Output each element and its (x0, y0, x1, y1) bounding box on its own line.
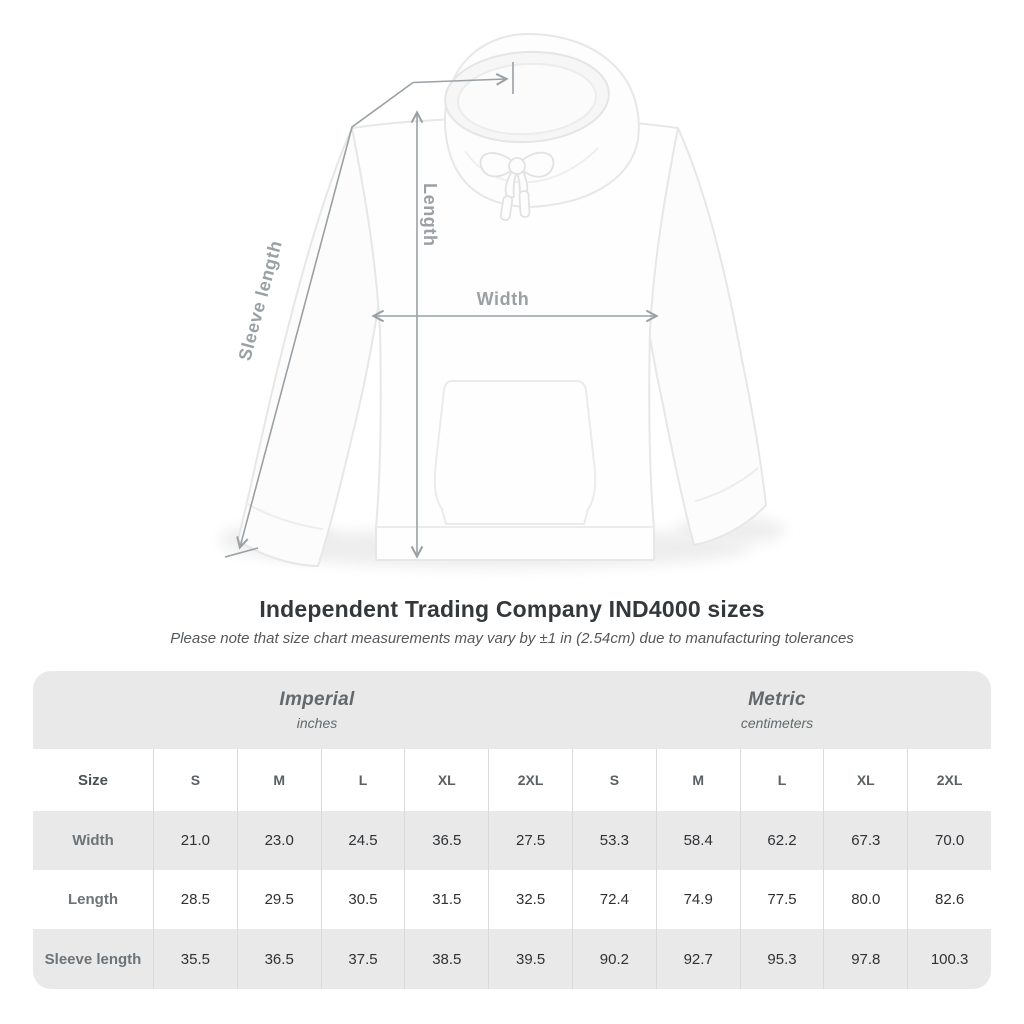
col-header-imperial-xl: XL (404, 749, 488, 811)
width-imperial-m: 23.0 (237, 811, 321, 870)
sleeve-imperial-s: 35.5 (153, 929, 237, 989)
width-metric-2xl: 70.0 (907, 811, 991, 870)
length-imperial-2xl: 32.5 (488, 870, 572, 929)
col-header-imperial-m: M (237, 749, 321, 811)
length-metric-s: 72.4 (572, 870, 656, 929)
page-title: Independent Trading Company IND4000 sizes (259, 596, 765, 622)
length-imperial-l: 30.5 (321, 870, 405, 929)
width-label: Width (476, 289, 530, 309)
row-label-length: Length (68, 891, 118, 908)
col-header-imperial-l: L (321, 749, 405, 811)
col-header-metric-m: M (656, 749, 740, 811)
table-row-length (33, 870, 991, 929)
length-label: Length (420, 183, 440, 247)
length-metric-l: 77.5 (740, 870, 824, 929)
metric-label: Metric (748, 689, 806, 710)
col-header-imperial-2xl: 2XL (488, 749, 572, 811)
width-metric-s: 53.3 (572, 811, 656, 870)
row-label-width: Width (72, 832, 114, 849)
sleeve-metric-xl: 97.8 (823, 929, 907, 989)
metric-unit: centimeters (740, 715, 814, 731)
col-header-metric-s: S (572, 749, 656, 811)
size-header-row (33, 749, 991, 811)
col-header-metric-l: L (740, 749, 824, 811)
sleeve-metric-2xl: 100.3 (907, 929, 991, 989)
size-chart-table (33, 671, 991, 989)
imperial-unit: inches (296, 715, 338, 731)
width-metric-l: 62.2 (740, 811, 824, 870)
sleeve-metric-s: 90.2 (572, 929, 656, 989)
kangaroo-pocket (435, 381, 595, 524)
col-header-metric-xl: XL (823, 749, 907, 811)
sleeve-length-label: Sleeve length (234, 238, 286, 363)
table-row-sleeve-length (33, 929, 991, 989)
length-imperial-m: 29.5 (237, 870, 321, 929)
width-imperial-l: 24.5 (321, 811, 405, 870)
width-metric-xl: 67.3 (823, 811, 907, 870)
table-row-width (33, 811, 991, 870)
width-imperial-s: 21.0 (153, 811, 237, 870)
col-header-metric-2xl: 2XL (907, 749, 991, 811)
imperial-group-header (279, 689, 354, 731)
length-imperial-s: 28.5 (153, 870, 237, 929)
sleeve-imperial-m: 36.5 (237, 929, 321, 989)
length-metric-2xl: 82.6 (907, 870, 991, 929)
imperial-label: Imperial (279, 689, 355, 710)
col-header-imperial-s: S (153, 749, 237, 811)
sleeve-imperial-2xl: 39.5 (488, 929, 572, 989)
width-imperial-2xl: 27.5 (488, 811, 572, 870)
length-metric-m: 74.9 (656, 870, 740, 929)
sleeve-imperial-l: 37.5 (321, 929, 405, 989)
length-imperial-xl: 31.5 (404, 870, 488, 929)
sleeve-metric-m: 92.7 (656, 929, 740, 989)
unit-header-band (33, 671, 991, 749)
size-column-header: Size (77, 771, 108, 789)
row-label-sleeve-length: Sleeve length (44, 950, 142, 968)
tolerance-note: Please note that size chart measurements may vary by ±1 in (2.54cm) due to manufacturing tolerances (170, 630, 854, 647)
width-imperial-xl: 36.5 (404, 811, 488, 870)
sleeve-metric-l: 95.3 (740, 929, 824, 989)
metric-group-header (741, 689, 813, 731)
sleeve-imperial-xl: 38.5 (404, 929, 488, 989)
width-metric-m: 58.4 (656, 811, 740, 870)
length-metric-xl: 80.0 (823, 870, 907, 929)
